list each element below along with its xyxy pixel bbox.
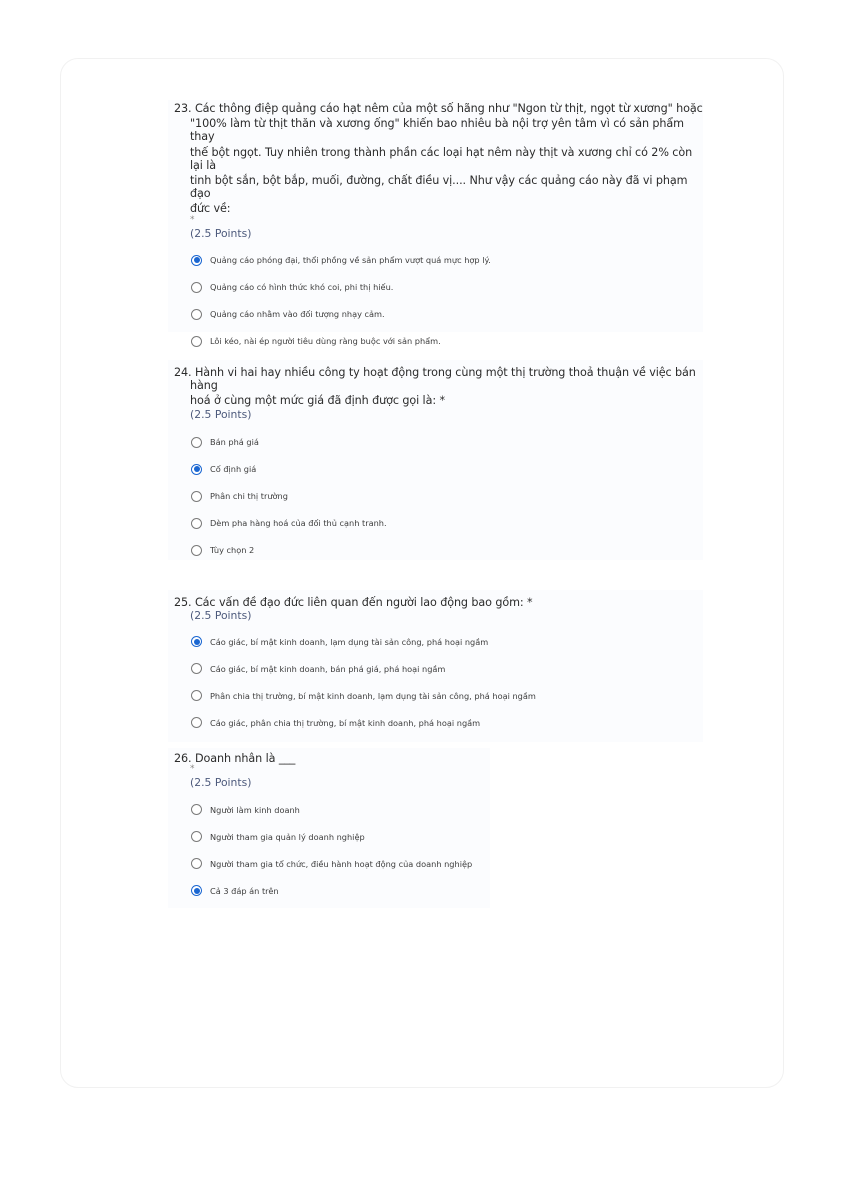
answer-option[interactable]	[168, 274, 703, 301]
question-26	[168, 748, 490, 908]
radio-button[interactable]	[191, 437, 202, 448]
question-text-line: hoá ở cùng một mức giá đã định được gọi là: *	[190, 394, 445, 408]
question-25-title	[168, 590, 703, 609]
answer-option[interactable]	[168, 301, 703, 328]
question-text-line: thế bột ngọt. Tuy nhiên trong thành phần các loại hạt nêm này thịt và xương chỉ có 2% còn lại là	[190, 145, 693, 172]
radio-button-selected[interactable]	[191, 464, 202, 475]
answer-option-label: Người tham gia tổ chức, điều hành hoạt động của doanh nghiệp	[210, 858, 473, 869]
answer-option[interactable]	[168, 429, 703, 456]
question-points: (2.5 Points)	[190, 407, 252, 421]
answer-option-label: Lôi kéo, nài ép người tiêu dùng ràng buộc với sản phẩm.	[210, 336, 441, 347]
question-text-line: tinh bột sắn, bột bắp, muối, đường, chất điều vị.... Như vậy các quảng cáo này đã vi phạm đạo	[190, 174, 688, 201]
question-text-line: Hành vi hai hay nhiều công ty hoạt động trong cùng một thị trường thoả thuận về việc bán hàng	[190, 366, 696, 393]
answer-option[interactable]	[168, 328, 703, 355]
answer-option[interactable]	[168, 796, 490, 823]
answer-option-label: Người tham gia quản lý doanh nghiệp	[210, 831, 365, 842]
question-text-line: Các thông điệp quảng cáo hạt nêm của một số hãng như "Ngon từ thịt, ngọt từ xương" hoặc	[194, 102, 703, 115]
question-text-line: "100% làm từ thịt thăn và xương ống" khiến bao nhiêu bà nội trợ yên tâm vì có sản phẩm thay	[190, 117, 684, 144]
answer-option-label: Cả 3 đáp án trên	[210, 885, 279, 896]
answer-option-label: Tùy chọn 2	[210, 545, 255, 556]
answer-option[interactable]	[168, 850, 490, 877]
answer-option-label: Quảng cáo phóng đại, thổi phồng về sản phẩm vượt quá mực hợp lý.	[210, 255, 491, 266]
question-number: 24.	[174, 366, 192, 379]
question-text-line: Các vấn đề đạo đức liên quan đến người lao động bao gồm: *	[194, 596, 533, 609]
question-23	[168, 100, 703, 347]
radio-button[interactable]	[191, 491, 202, 502]
question-24-title	[168, 360, 703, 392]
radio-button-selected[interactable]	[191, 255, 202, 266]
radio-button[interactable]	[191, 717, 202, 728]
radio-button[interactable]	[191, 282, 202, 293]
question-24	[168, 360, 703, 560]
answer-option-label: Cáo giác, phân chia thị trường, bí mật kinh doanh, phá hoại ngầm	[210, 717, 481, 728]
radio-button[interactable]	[191, 309, 202, 320]
answer-option[interactable]	[168, 483, 703, 510]
answer-option[interactable]	[168, 709, 703, 736]
answer-option[interactable]	[168, 628, 703, 655]
question-text-line: đức về:	[190, 202, 231, 216]
radio-button-selected[interactable]	[191, 885, 202, 896]
answer-option[interactable]	[168, 877, 490, 904]
answer-option[interactable]	[168, 682, 703, 709]
answer-option[interactable]	[168, 655, 703, 682]
radio-button[interactable]	[191, 804, 202, 815]
answer-option-label: Cố định giá	[210, 464, 257, 475]
required-mark: *	[190, 214, 195, 225]
answer-option[interactable]	[168, 823, 490, 850]
radio-button[interactable]	[191, 518, 202, 529]
answer-option-label: Phân chia thị trường, bí mật kinh doanh, lạm dụng tài sản công, phá hoại ngầm	[210, 690, 536, 701]
question-number: 25.	[174, 596, 192, 609]
answer-option[interactable]	[168, 537, 703, 564]
radio-button[interactable]	[191, 831, 202, 842]
answer-option[interactable]	[168, 456, 703, 483]
answer-option-label: Bán phá giá	[210, 437, 259, 448]
question-number: 23.	[174, 102, 192, 115]
answer-option-label: Quảng cáo có hình thức khó coi, phi thị hiếu.	[210, 282, 394, 293]
answer-option-label: Phân chi thị trường	[210, 491, 288, 502]
answer-option-label: Cáo giác, bí mật kinh doanh, lạm dụng tài sản công, phá hoại ngầm	[210, 636, 489, 647]
question-points: (2.5 Points)	[190, 226, 252, 240]
question-26-title	[168, 748, 490, 765]
answer-option-label: Cáo giác, bí mật kinh doanh, bán phá giá, phá hoại ngầm	[210, 663, 446, 674]
answer-option[interactable]	[168, 247, 703, 274]
radio-button[interactable]	[191, 663, 202, 674]
radio-button[interactable]	[191, 336, 202, 347]
question-points: (2.5 Points)	[190, 609, 252, 623]
answer-option-label: Dèm pha hàng hoá của đối thủ cạnh tranh.	[210, 518, 387, 529]
radio-button-selected[interactable]	[191, 636, 202, 647]
radio-button[interactable]	[191, 545, 202, 556]
answer-option-label: Quảng cáo nhằm vào đối tượng nhạy cảm.	[210, 309, 385, 320]
required-mark: *	[190, 764, 195, 775]
radio-button[interactable]	[191, 690, 202, 701]
question-number: 26.	[174, 752, 192, 765]
question-25	[168, 590, 703, 742]
answer-option-label: Người làm kinh doanh	[210, 804, 300, 815]
radio-button[interactable]	[191, 858, 202, 869]
question-text-line: Doanh nhân là ___	[194, 752, 296, 765]
answer-option[interactable]	[168, 510, 703, 537]
question-points: (2.5 Points)	[190, 776, 252, 790]
question-23-title	[168, 100, 703, 115]
